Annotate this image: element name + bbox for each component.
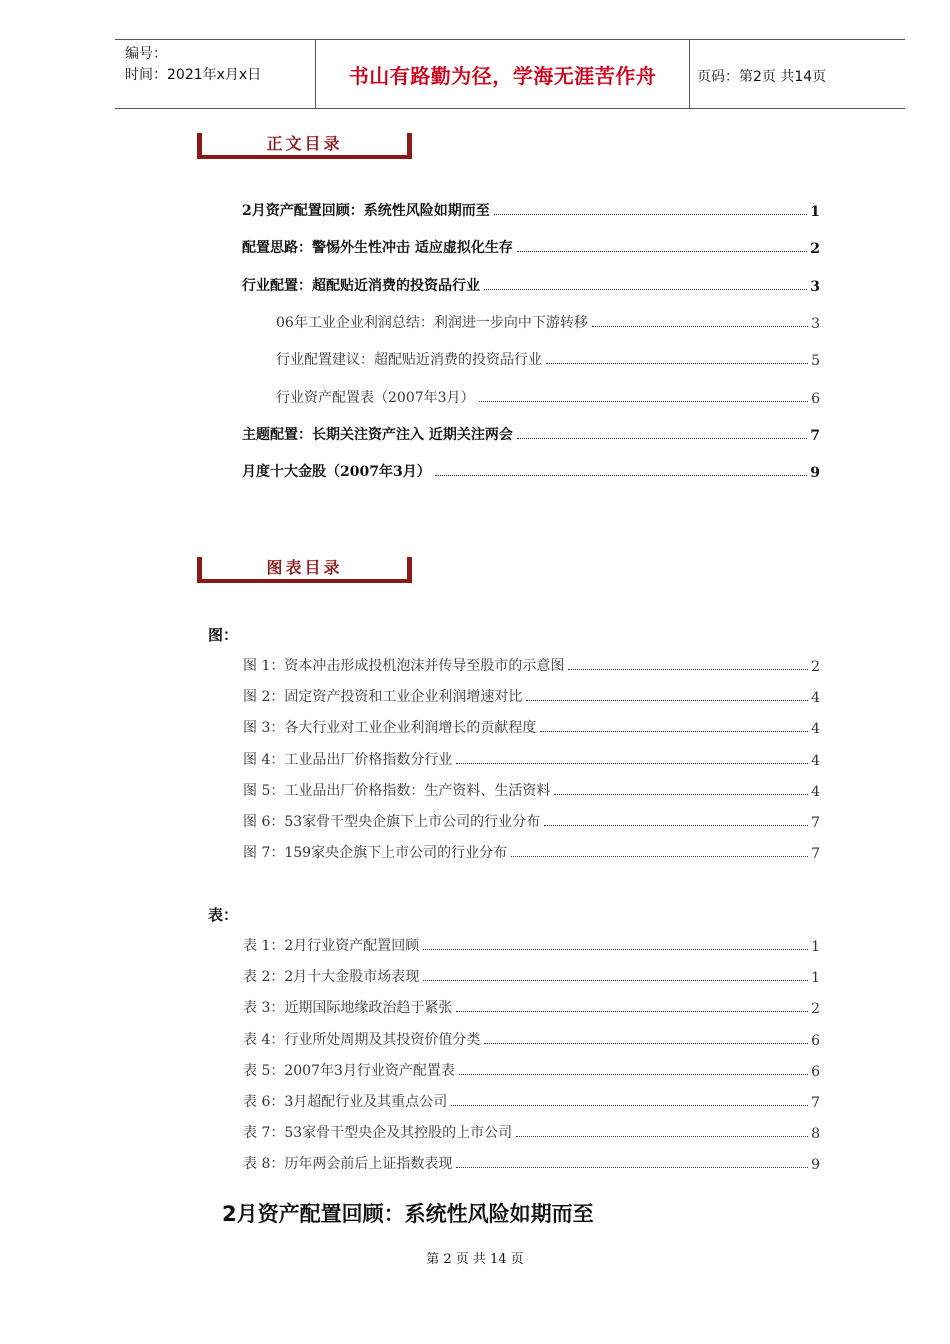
toc-entry-page: 3 — [810, 278, 820, 295]
dot-leader — [456, 1010, 808, 1012]
toc-entry-page: 1 — [810, 204, 820, 220]
time-label: 时间：2021年x月x日 — [125, 67, 262, 83]
dot-leader — [484, 1042, 808, 1044]
dot-leader — [517, 437, 807, 439]
figure-entry-label: 图 1：资本冲击形成投机泡沫并传导至股市的示意图 — [243, 658, 565, 674]
toc-heading-text: 正文目录 — [266, 134, 343, 153]
table-entry-label: 表 1：2月行业资产配置回顾 — [243, 938, 420, 954]
dot-leader — [456, 762, 808, 764]
dot-leader — [494, 213, 808, 215]
table-entry[interactable] — [243, 995, 820, 1017]
toc-entry-page: 9 — [810, 465, 820, 482]
dot-leader — [423, 979, 808, 981]
dot-leader — [516, 1135, 808, 1137]
toc-entry-page: 2 — [810, 241, 820, 258]
figure-entry-label: 图 5：工业品出厂价格指数：生产资料、生活资料 — [243, 782, 551, 799]
section-title: 2月资产配置回顾：系统性风险如期而至 — [222, 1202, 594, 1226]
dot-leader — [479, 400, 809, 402]
toc-entry-page: 3 — [811, 315, 820, 332]
dot-leader — [451, 1104, 808, 1106]
toc-entry-label: 主题配置：长期关注资产注入 近期关注两会 — [242, 426, 513, 443]
toc-entry[interactable] — [276, 385, 820, 407]
chart-toc-heading — [197, 557, 412, 583]
table-entry-page: 6 — [811, 1032, 820, 1049]
figure-entry-label: 图 2：固定资产投资和工业企业利润增速对比 — [243, 689, 523, 706]
table-entry-page: 9 — [811, 1157, 820, 1174]
table-entry-page: 1 — [811, 939, 820, 955]
figures-label: 图： — [208, 626, 239, 644]
figure-entry[interactable] — [243, 840, 820, 862]
figure-entry-page: 4 — [811, 690, 820, 707]
toc-entry-label: 行业配置：超配贴近消费的投资品行业 — [242, 277, 480, 294]
dot-leader — [484, 288, 807, 290]
dot-leader — [517, 250, 807, 252]
toc-entry-page: 5 — [811, 353, 820, 370]
toc-entry[interactable] — [242, 459, 820, 481]
toc-entry-page: 6 — [811, 390, 820, 407]
dot-leader — [526, 699, 808, 701]
figure-entry[interactable] — [243, 684, 820, 706]
figure-entry-label: 图 7：159家央企旗下上市公司的行业分布 — [243, 845, 508, 862]
table-entry[interactable] — [243, 1120, 820, 1142]
figure-entry-label: 图 3：各大行业对工业企业利润增长的贡献程度 — [243, 720, 537, 737]
table-entry[interactable] — [243, 1058, 820, 1080]
toc-entry[interactable] — [242, 235, 820, 257]
table-entry[interactable] — [243, 1089, 820, 1111]
table-entry[interactable] — [243, 1027, 820, 1049]
toc-entry[interactable] — [276, 310, 820, 332]
dot-leader — [459, 1073, 808, 1075]
figure-entry-page: 7 — [811, 846, 820, 863]
figure-entry[interactable] — [243, 715, 820, 737]
figure-entry-page: 4 — [811, 752, 820, 769]
tables-label: 表： — [208, 906, 239, 924]
toc-entry-label: 2月资产配置回顾：系统性风险如期而至 — [242, 203, 490, 219]
dot-leader — [435, 474, 808, 476]
figure-entry-page: 2 — [811, 659, 820, 675]
toc-entry-label: 06年工业企业利润总结：利润进一步向中下游转移 — [276, 314, 588, 331]
header-page-info: 页码：第2页 共14页 — [697, 69, 827, 85]
table-entry-page: 1 — [811, 970, 820, 987]
table-entry[interactable] — [243, 1151, 820, 1173]
figure-entry-label: 图 4：工业品出厂价格指数分行业 — [243, 751, 453, 768]
toc-entry-page: 7 — [810, 427, 820, 444]
table-entry-page: 6 — [811, 1063, 820, 1080]
table-entry-label: 表 2：2月十大金股市场表现 — [243, 969, 420, 986]
table-entry-label: 表 5：2007年3月行业资产配置表 — [243, 1062, 455, 1079]
table-entry-label: 表 3：近期国际地缘政治趋于紧张 — [243, 1000, 453, 1017]
figure-entry[interactable] — [243, 653, 820, 675]
figure-entry[interactable] — [243, 778, 820, 800]
toc-entry[interactable] — [242, 273, 820, 295]
figure-entry-page: 7 — [811, 815, 820, 831]
table-entry-label: 表 4：行业所处周期及其投资价值分类 — [243, 1031, 481, 1048]
dot-leader — [546, 362, 808, 364]
toc-entry[interactable] — [242, 422, 820, 444]
header-meta-cell — [115, 40, 316, 108]
table-entry-label: 表 7：53家骨干型央企及其控股的上市公司 — [243, 1125, 513, 1142]
dot-leader — [592, 325, 808, 327]
table-entry-page: 7 — [811, 1095, 820, 1111]
page-footer: 第 2 页 共 14 页 — [426, 1252, 524, 1267]
figure-entry[interactable] — [243, 809, 820, 831]
table-entry[interactable] — [243, 933, 820, 955]
dot-leader — [423, 948, 808, 950]
toc-entry-label: 配置思路：警惕外生性冲击 适应虚拟化生存 — [242, 240, 513, 257]
table-entry-label: 表 6：3月超配行业及其重点公司 — [243, 1094, 448, 1110]
dot-leader — [544, 824, 808, 826]
table-entry-page: 2 — [811, 1001, 820, 1018]
dot-leader — [554, 793, 808, 795]
table-entry[interactable] — [243, 964, 820, 986]
dot-leader — [456, 1166, 808, 1168]
toc-entry[interactable] — [276, 347, 820, 369]
figure-entry[interactable] — [243, 747, 820, 769]
page-header — [115, 39, 905, 109]
header-motto: 书山有路勤为径，学海无涯苦作舟 — [316, 40, 690, 108]
toc-entry-label: 行业资产配置表（2007年3月） — [276, 389, 475, 406]
toc-entry-label: 月度十大金股（2007年3月） — [242, 464, 431, 481]
figure-entry-label: 图 6：53家骨干型央企旗下上市公司的行业分布 — [243, 814, 541, 830]
toc-heading — [197, 133, 412, 159]
table-entry-page: 8 — [811, 1126, 820, 1143]
dot-leader — [540, 730, 808, 732]
figure-entry-page: 4 — [811, 783, 820, 800]
dot-leader — [568, 668, 808, 670]
toc-entry[interactable] — [242, 198, 820, 220]
toc-entry-label: 行业配置建议：超配贴近消费的投资品行业 — [276, 352, 542, 369]
table-entry-label: 表 8：历年两会前后上证指数表现 — [243, 1156, 453, 1173]
number-label: 编号： — [125, 46, 167, 62]
dot-leader — [511, 855, 808, 857]
chart-toc-heading-text: 图表目录 — [266, 558, 343, 577]
figure-entry-page: 4 — [811, 721, 820, 738]
